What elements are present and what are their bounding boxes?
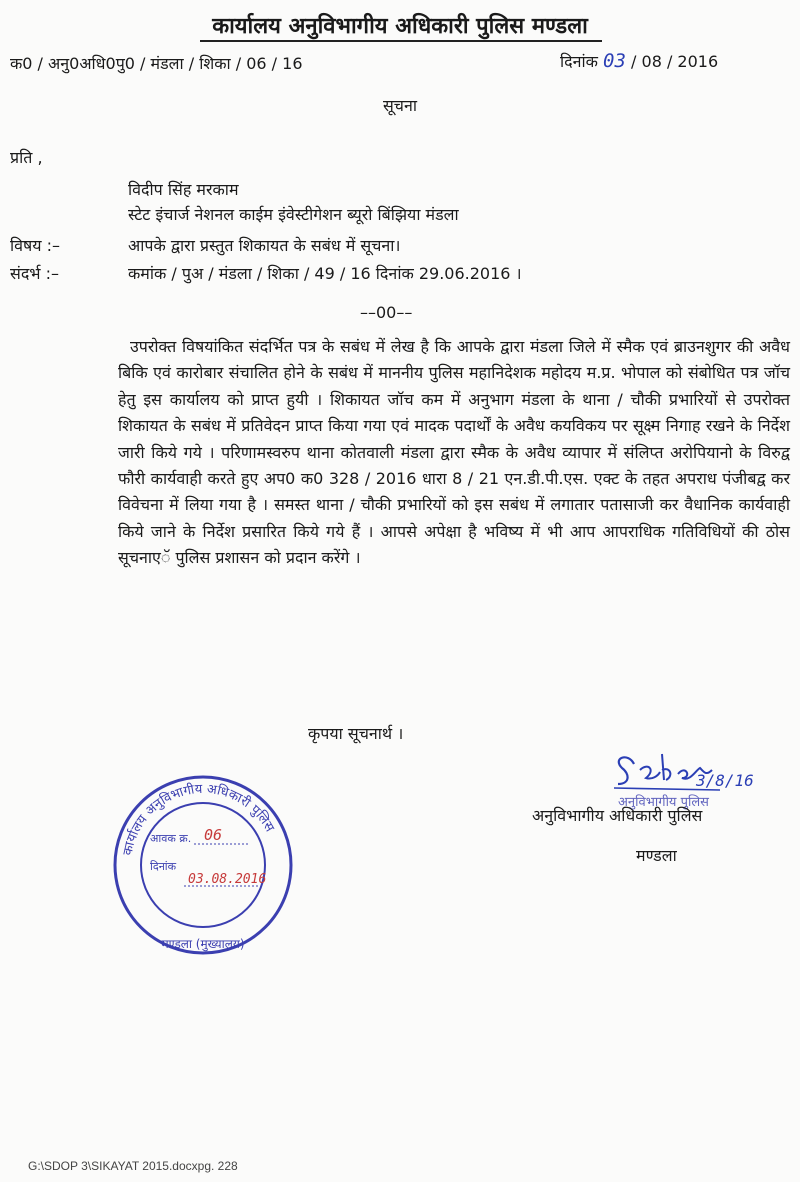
recipient-name: विदीप सिंह मरकाम [128, 180, 239, 199]
separator: ––00–– [360, 303, 413, 322]
subject-label: विषय :– [10, 236, 61, 255]
closing-line: कृपया सूचनार्थ । [308, 724, 404, 743]
reference-label: संदर्भ :– [10, 264, 60, 283]
office-stamp [108, 770, 298, 960]
notice-heading: सूचना [382, 96, 417, 115]
letter-body: उपरोक्त विषयांकित संदर्भित पत्र के सबंध में लेख है कि आपके द्वारा मंडला जिले में स्मैक एवं ब्राउनशुगर की अवैध बिकि एवं कारोबार संचालित होने के सबंध में माननीय पुलिस महानिदेशक महोदय म.प्र. भोपाल को संबोधित पत्र जॉच हेतु इस कार्यालय को प्राप्त हुयी । शिकायत जॉच कम में अनुभाग मंडला के थाना / चौकी प्रभारियों से उपरोक्त शिकायत के सबंध में प्रतिवेदन प्राप्त किया गया एवं मादक पदार्थों के अवैध कयविकय पर सूक्ष्म निगाह रखने के निर्देश जारी किये गये । परिणामस्वरुप थाना कोतवाली मंडला द्वारा स्मैक के अवैध व्यापार में संलिप्त अरोपियानो के विरुद्व फौरी कार्यवाही करते हुए अप0 क0 328 / 2016 धारा 8 / 21 एन.डी.पी.एस. एक्ट के तहत अपराध पंजीबद्व कर विवेचना में लिया गया है । समस्त थाना / चौकी प्रभारियों को इस सबंध में लगातार पतासाजी कर वैधानिक कार्यवाही किये जाने के निर्देश प्रसारित किये गये हैं । आपसे अपेक्षा है भविष्य में भी आप आपराधिक गतिविधियों की ठोस सूचनाएॅ पुलिस प्रशासन को प्रदान करेंगे । [118, 337, 790, 568]
letter-date [560, 50, 718, 72]
title-underline [200, 40, 602, 42]
stamp-aavak-value: 06 [204, 826, 223, 844]
file-path-footer: G:\SDOP 3\SIKAYAT 2015.docxpg. 228 [28, 1159, 238, 1173]
reference-value: कमांक / पुअ / मंडला / शिका / 49 / 16 दिनांक 29.06.2016 । [128, 264, 522, 283]
stamp-ring-text: कार्यालय अनुविभागीय अधिकारी पुलिस [120, 781, 277, 857]
stamp-aavak-label: आवक क्र. [150, 832, 192, 845]
subject-value: आपके द्वारा प्रस्तुत शिकायत के सबंध में सूचना। [128, 236, 401, 255]
signatory-title: अनुविभागीय अधिकारी पुलिस [532, 806, 703, 825]
office-title: कार्यालय अनुविभागीय अधिकारी पुलिस मण्डला [212, 14, 588, 39]
reference-number: क0 / अनु0अधि0पु0 / मंडला / शिका / 06 / 16 [10, 54, 303, 73]
signatory-place: मण्डला [636, 846, 677, 865]
stamp-date-value: 03.08.2016 [188, 872, 267, 887]
recipient-designation: स्टेट इंचार्ज नेशनल काईम इंवेस्टीगेशन ब्यूरो बिंझिया मंडला [128, 205, 459, 224]
stamp-date-label: दिनांक [150, 860, 177, 873]
stamp-bottom-text: मण्डला (मुख्यालय) [161, 937, 245, 951]
signature-date: 3/8/16 [696, 771, 754, 790]
recipient-prefix: प्रति , [10, 148, 43, 167]
date-day-handwritten: 03 [603, 50, 626, 72]
svg-text:अनुविभागीय पुलिस: अनुविभागीय पुलिस [618, 795, 709, 810]
date-label: दिनांक [560, 52, 598, 71]
date-rest: / 08 / 2016 [631, 52, 719, 71]
